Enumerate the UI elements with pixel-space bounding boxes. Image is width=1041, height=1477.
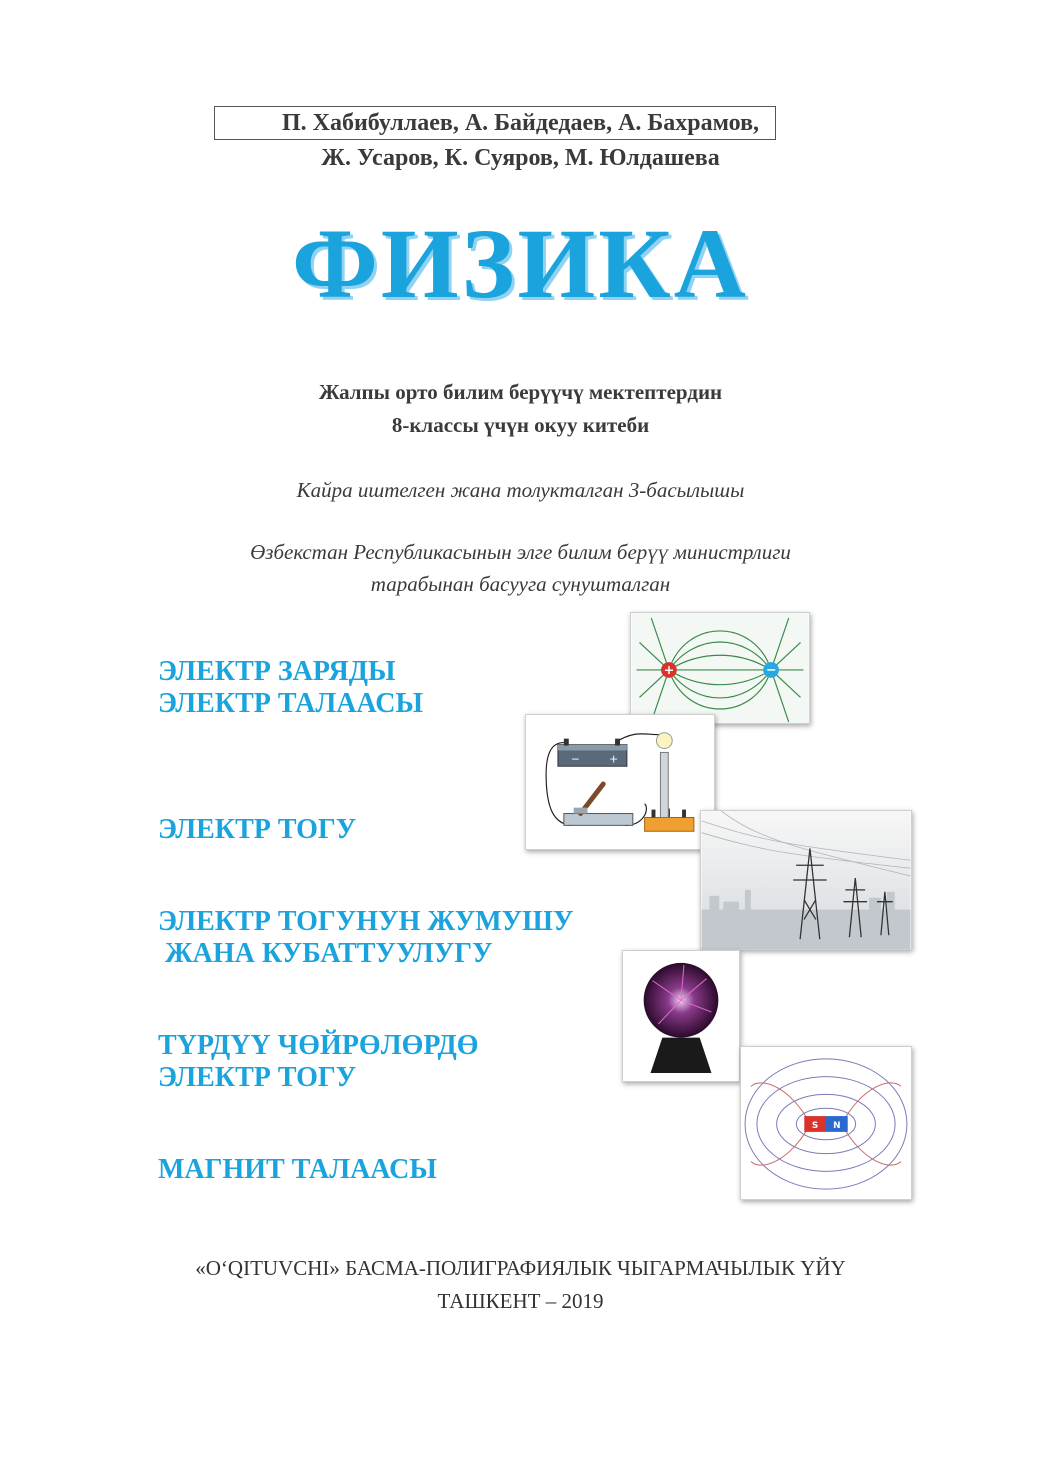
- circuit-illustration: [526, 715, 714, 849]
- topic-line: ЭЛЕКТР ЗАРЯДЫ: [158, 656, 396, 687]
- battery-plus-label: +: [609, 752, 619, 766]
- topic-magnetic-field: [158, 1154, 437, 1186]
- authors-line-1: П. Хабибуллаев, А. Байдедаев, А. Бахрамов,: [281, 110, 760, 136]
- topic-line: МАГНИТ ТАЛААСЫ: [158, 1154, 437, 1185]
- electric-field-image: [630, 612, 810, 724]
- magnet-pole-n-label: N: [833, 1120, 841, 1131]
- recommendation-line-1: Өзбекстан Республикасынын элге билим берүү министрлиги: [250, 540, 791, 564]
- topic-electric-current: [158, 814, 356, 846]
- magnet-pole-s-label: S: [811, 1120, 819, 1131]
- topic-current-in-media: [158, 1030, 479, 1094]
- magnetic-field-image: [740, 1046, 912, 1200]
- plasma-ball-image: [622, 950, 740, 1082]
- recommendation-line-2: тарабынан басууга сунушталган: [370, 572, 671, 596]
- subtitle-line-2: 8-классы үчүн окуу китеби: [391, 413, 650, 437]
- topic-line: ТҮРДҮҮ ЧӨЙРӨЛӨРДӨ: [158, 1030, 479, 1061]
- topic-line: ЭЛЕКТР ТОГУ: [158, 1062, 357, 1093]
- edition-note: Кайра иштелген жана толукталган 3-басылышы: [296, 478, 745, 502]
- plasma-ball-illustration: [623, 951, 739, 1081]
- circuit-image: [525, 714, 715, 850]
- topic-line: ЭЛЕКТР ТАЛААСЫ: [158, 688, 423, 719]
- power-lines-image: [700, 810, 912, 950]
- battery-minus-label: −: [570, 752, 580, 766]
- topic-work-and-power: [158, 906, 574, 970]
- power-lines-illustration: [701, 811, 911, 949]
- city-year: ТАШКЕНТ – 2019: [437, 1289, 604, 1313]
- electric-field-illustration: [631, 613, 809, 723]
- topic-line: ЖАНА КУБАТТУУЛУГУ: [158, 938, 493, 969]
- topic-line: ЭЛЕКТР ТОГУНУН ЖУМУШУ: [158, 906, 574, 937]
- book-title: ФИЗИКА: [292, 208, 749, 319]
- publisher-name: «O‘QITUVCHI» БАСМА-ПОЛИГРАФИЯЛЫК ЧЫГАРМАЧЫЛЫК ҮЙҮ: [195, 1256, 846, 1280]
- magnetic-field-illustration: [741, 1047, 911, 1199]
- positive-charge-label: +: [663, 662, 675, 678]
- topic-electric-charge: [158, 656, 423, 720]
- negative-charge-label: −: [765, 662, 777, 678]
- authors-line-2: Ж. Усаров, К. Суяров, М. Юлдашева: [321, 145, 720, 171]
- subtitle-line-1: Жалпы орто билим берүүчү мектептердин: [318, 380, 723, 404]
- topic-line: ЭЛЕКТР ТОГУ: [158, 814, 357, 845]
